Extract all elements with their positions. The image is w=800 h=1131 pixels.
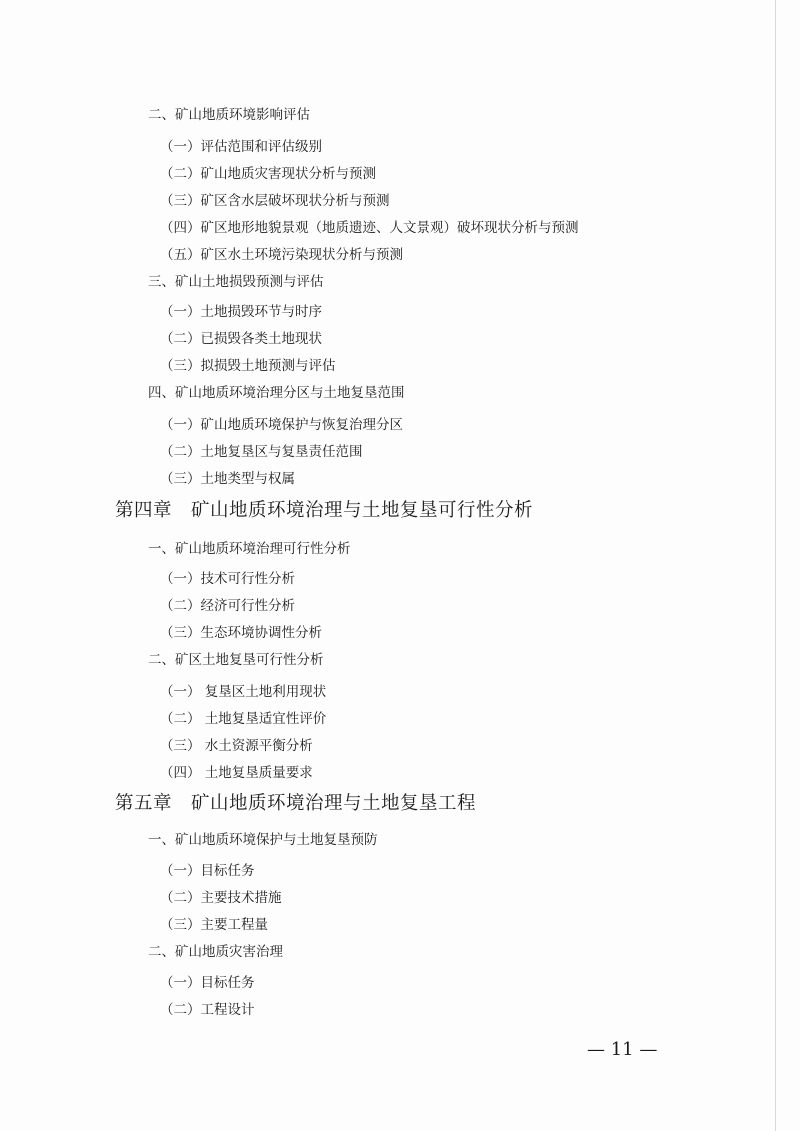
subsection-item: （二）已损毁各类土地现状 <box>160 331 322 347</box>
section-heading: 一、矿山地质环境治理可行性分析 <box>148 541 351 557</box>
section-heading: 一、矿山地质环境保护与土地复垦预防 <box>148 832 378 848</box>
page-edge-line <box>775 0 776 1131</box>
subsection-item: （三）主要工程量 <box>160 917 268 933</box>
subsection-item: （一）目标任务 <box>160 863 255 879</box>
subsection-item: （二）矿山地质灾害现状分析与预测 <box>160 166 376 182</box>
section-heading: 二、矿山地质环境影响评估 <box>148 107 310 123</box>
section-heading: 二、矿区土地复垦可行性分析 <box>148 652 324 668</box>
subsection-item: （三）土地类型与权属 <box>160 471 295 487</box>
subsection-item: （二）土地复垦区与复垦责任范围 <box>160 444 363 460</box>
section-heading: 二、矿山地质灾害治理 <box>148 944 283 960</box>
subsection-item: （三）矿区含水层破坏现状分析与预测 <box>160 193 390 209</box>
subsection-item: （一）技术可行性分析 <box>160 571 295 587</box>
subsection-item: （二）主要技术措施 <box>160 890 282 906</box>
chapter-heading: 第四章 矿山地质环境治理与土地复垦可行性分析 <box>115 500 534 521</box>
subsection-item: （三）拟损毁土地预测与评估 <box>160 358 336 374</box>
subsection-item: （二）工程设计 <box>160 1002 255 1018</box>
section-heading: 三、矿山土地损毁预测与评估 <box>148 274 324 290</box>
subsection-item: （二） 土地复垦适宜性评价 <box>160 711 327 727</box>
subsection-item: （三）生态环境协调性分析 <box>160 625 322 641</box>
subsection-item: （一）目标任务 <box>160 975 255 991</box>
subsection-item: （一）矿山地质环境保护与恢复治理分区 <box>160 417 403 433</box>
chapter-heading: 第五章 矿山地质环境治理与土地复垦工程 <box>115 793 477 814</box>
subsection-item: （一） 复垦区土地利用现状 <box>160 684 327 700</box>
subsection-item: （五）矿区水土环境污染现状分析与预测 <box>160 247 403 263</box>
subsection-item: （四） 土地复垦质量要求 <box>160 765 313 781</box>
subsection-item: （四）矿区地形地貌景观（地质遗迹、人文景观）破坏现状分析与预测 <box>160 220 579 236</box>
page-number: — 11 — <box>587 1039 658 1060</box>
subsection-item: （一）评估范围和评估级别 <box>160 139 322 155</box>
subsection-item: （一）土地损毁环节与时序 <box>160 304 322 320</box>
subsection-item: （二）经济可行性分析 <box>160 598 295 614</box>
subsection-item: （三） 水土资源平衡分析 <box>160 738 313 754</box>
section-heading: 四、矿山地质环境治理分区与土地复垦范围 <box>148 385 405 401</box>
